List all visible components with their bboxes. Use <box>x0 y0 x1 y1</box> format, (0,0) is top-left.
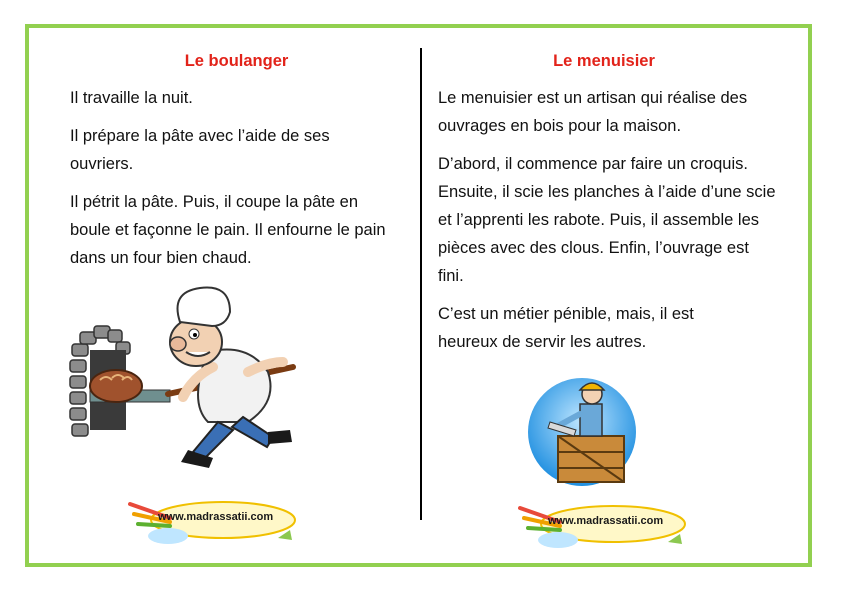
baker-illustration <box>68 282 318 472</box>
logo-left <box>128 496 298 556</box>
paragraph-1: Le menuisier est un artisan qui réalise des ouvrages en bois pour la maison. <box>438 89 748 135</box>
carpenter-illustration <box>528 374 648 494</box>
paragraph-2: Il prépare la pâte avec l’aide de ses ouvriers. <box>70 127 330 173</box>
paragraph-2: D’abord, il commence par faire un croquis. Ensuite, il scie les planches à l’aide d’une scie et l’apprenti les rabote. Puis, il assemble les pièces avec des clous. Enfin, l’ouvrage est fini. <box>438 155 776 285</box>
paragraph-3: C’est un métier pénible, mais, il est heureux de servir les autres. <box>438 305 694 351</box>
column-divider <box>420 48 422 520</box>
column-menuisier <box>438 50 788 366</box>
title-menuisier: Le menuisier <box>553 52 655 70</box>
logo-text: www.madrassatii.com <box>158 511 274 523</box>
column-boulanger <box>70 50 400 282</box>
logo-right <box>518 500 688 560</box>
logo-text: www.madrassatii.com <box>548 515 664 527</box>
paragraph-1: Il travaille la nuit. <box>70 89 193 107</box>
paragraph-3: Il pétrit la pâte. Puis, il coupe la pâte en boule et façonne le pain. Il enfourne le pain dans un four bien chaud. <box>70 193 386 267</box>
title-boulanger: Le boulanger <box>184 52 289 70</box>
